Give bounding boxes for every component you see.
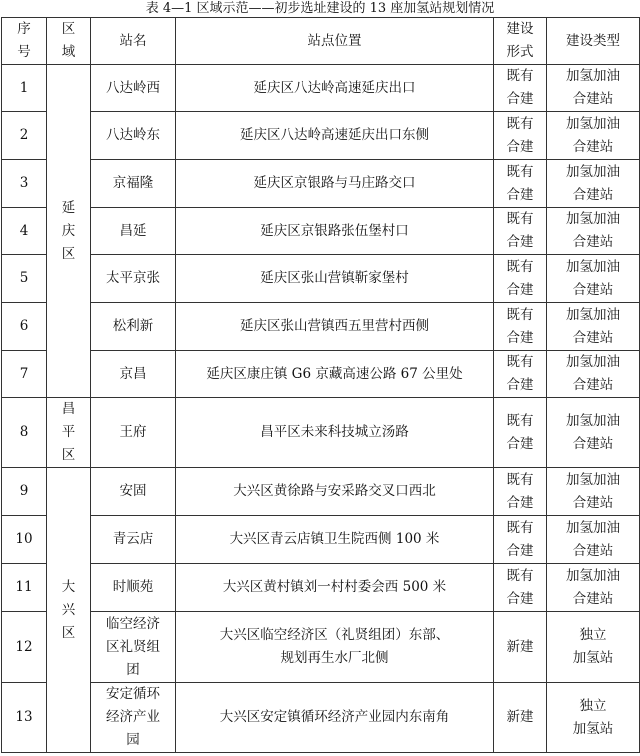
cell-line: 延庆区京银路张伍堡村口: [260, 222, 409, 239]
cell-station-name: [91, 160, 176, 208]
cell-build-type: [547, 683, 640, 753]
cell-build-type: [547, 160, 640, 208]
cell-build-type: [547, 564, 640, 612]
cell-region-changping: [47, 398, 91, 468]
cell-line: 安固: [119, 483, 147, 499]
cell-station-name: [91, 112, 176, 160]
cell-seq: 5: [2, 255, 47, 303]
cell-line: 合建站: [572, 435, 614, 452]
cell-line: 合建: [506, 329, 534, 346]
cell-line: 合建站: [572, 91, 614, 107]
table-row: [2, 564, 640, 612]
cell-station-name: [91, 468, 176, 516]
cell-line: 昌延: [119, 222, 147, 239]
cell-location: [176, 255, 494, 303]
cell-line: 安定循环: [106, 686, 160, 702]
cell-line: 加氢加油: [566, 567, 620, 584]
cell-line: 既有: [506, 306, 534, 323]
cell-build-form: [494, 351, 547, 398]
table-caption: 表 4—1 区域示范——初步选址建设的 13 座加氢站规划情况: [145, 1, 495, 16]
cell-seq: 1: [2, 65, 47, 112]
cell-build-form: [494, 564, 547, 612]
cell-build-form: [494, 683, 547, 753]
cell-line: 加氢站: [572, 650, 614, 666]
cell-station-name: [91, 398, 176, 468]
cell-line: 八达岭东: [106, 127, 160, 143]
cell-build-type: [547, 612, 640, 683]
table-row: [2, 468, 640, 516]
table-row: [2, 398, 640, 468]
cell-line: 合建站: [572, 186, 614, 203]
cell-region-daxing: [47, 468, 91, 753]
cell-build-type: [547, 468, 640, 516]
cell-build-type: [547, 303, 640, 351]
cell-line: 既有: [506, 567, 534, 584]
cell-line: 加氢加油: [566, 519, 620, 536]
cell-station-name: [91, 255, 176, 303]
cell-line: 京昌: [119, 365, 147, 382]
cell-line: 延庆区张山营镇西五里营村西侧: [240, 318, 429, 334]
cell-seq: 12: [2, 612, 47, 683]
cell-line: 时顺苑: [112, 579, 154, 595]
cell-line: 太平京张: [106, 270, 160, 286]
cell-line: 加氢加油: [566, 258, 620, 275]
cell-build-form: [494, 208, 547, 255]
region-char: 区: [61, 245, 76, 262]
cell-line: 合建站: [572, 542, 614, 559]
cell-line: 既有: [506, 163, 534, 180]
cell-line: 合建: [506, 542, 534, 559]
cell-line: 松利新: [112, 318, 154, 334]
cell-station-name: [91, 612, 176, 683]
cell-line: 昌平区未来科技城立汤路: [260, 424, 409, 440]
cell-line: 合建: [506, 590, 534, 607]
cell-station-name: [91, 65, 176, 112]
cell-line: 王府: [119, 424, 147, 440]
region-char: 昌: [61, 401, 76, 417]
cell-line: 合建: [506, 186, 534, 203]
cell-line: 延庆区张山营镇靳家堡村: [260, 270, 409, 286]
cell-location: [176, 683, 494, 753]
table-row: [2, 112, 640, 160]
cell-build-form: [494, 303, 547, 351]
cell-line: 新建: [506, 638, 534, 655]
cell-seq: 4: [2, 208, 47, 255]
cell-location: [176, 516, 494, 564]
cell-line: 团: [126, 661, 140, 678]
cell-location: [176, 303, 494, 351]
cell-build-form: [494, 468, 547, 516]
table-row: [2, 160, 640, 208]
cell-location: [176, 112, 494, 160]
cell-line: 加氢加油: [566, 412, 620, 429]
cell-line: 合建站: [572, 281, 614, 298]
cell-line: 合建站: [572, 590, 614, 607]
cell-line: 合建站: [572, 138, 614, 155]
cell-line: 加氢加油: [566, 471, 620, 488]
cell-line: 区礼贤组: [106, 638, 160, 655]
cell-location: [176, 160, 494, 208]
cell-region-yanqing: [47, 65, 91, 398]
cell-line: 新建: [506, 709, 534, 725]
region-char: 兴: [61, 601, 76, 618]
cell-build-type: [547, 516, 640, 564]
cell-build-form: [494, 516, 547, 564]
cell-station-name: [91, 683, 176, 753]
cell-line: 大兴区临空经济区（礼贤组团）东部、: [219, 627, 450, 643]
cell-line: 延庆区八达岭高速延庆出口: [253, 79, 416, 96]
cell-line: 合建站: [572, 234, 614, 250]
cell-line: 大兴区黄徐路与安采路交叉口西北: [233, 483, 436, 499]
cell-build-form: [494, 160, 547, 208]
region-char: 延: [61, 199, 76, 216]
cell-line: 加氢加油: [566, 68, 620, 84]
header-region: 区 域: [47, 18, 91, 65]
cell-location: [176, 564, 494, 612]
cell-station-name: [91, 564, 176, 612]
cell-line: 合建: [506, 138, 534, 155]
cell-line: 经济产业: [106, 709, 160, 725]
cell-seq: 10: [2, 516, 47, 564]
cell-line: 合建: [506, 494, 534, 511]
cell-seq: 3: [2, 160, 47, 208]
cell-line: 既有: [506, 354, 534, 370]
cell-build-type: [547, 112, 640, 160]
cell-build-type: [547, 398, 640, 468]
cell-build-type: [547, 208, 640, 255]
region-char: 大: [61, 578, 76, 595]
cell-build-form: [494, 255, 547, 303]
cell-seq: 11: [2, 564, 47, 612]
cell-seq: 8: [2, 398, 47, 468]
header-name: 站名: [91, 18, 176, 65]
cell-line: 合建: [506, 234, 534, 250]
cell-seq: 9: [2, 468, 47, 516]
cell-line: 合建: [506, 91, 534, 107]
header-location: 站点位置: [176, 18, 494, 65]
cell-line: 大兴区青云店镇卫生院西侧 100 米: [229, 531, 440, 547]
table-body: [2, 18, 640, 753]
cell-line: 独立: [579, 627, 607, 643]
cell-build-form: [494, 398, 547, 468]
cell-line: 合建站: [572, 377, 614, 393]
cell-line: 临空经济: [106, 615, 160, 632]
cell-line: 合建: [506, 435, 534, 452]
table-row: [2, 255, 640, 303]
cell-line: 合建: [506, 281, 534, 298]
cell-line: 加氢加油: [566, 354, 620, 370]
header-seq: 序 号: [2, 18, 47, 65]
header-build-form: 建设 形式: [494, 18, 547, 65]
cell-build-type: [547, 65, 640, 112]
cell-build-form: [494, 112, 547, 160]
cell-line: 八达岭西: [106, 79, 160, 96]
cell-seq: 2: [2, 112, 47, 160]
cell-line: 大兴区黄村镇刘一村村委会西 500 米: [222, 579, 447, 595]
header-build-type: 建设类型: [547, 18, 640, 65]
cell-seq: 13: [2, 683, 47, 753]
cell-line: 加氢加油: [566, 211, 620, 227]
table-row: [2, 612, 640, 683]
table-row: [2, 65, 640, 112]
cell-location: [176, 351, 494, 398]
cell-line: 加氢站: [572, 720, 614, 737]
cell-build-form: [494, 65, 547, 112]
cell-location: [176, 208, 494, 255]
cell-line: 合建: [506, 377, 534, 393]
cell-build-form: [494, 612, 547, 683]
cell-line: 既有: [506, 519, 534, 536]
table-row: [2, 303, 640, 351]
table-row: [2, 208, 640, 255]
cell-seq: 6: [2, 303, 47, 351]
cell-line: 独立: [579, 697, 607, 714]
cell-line: 加氢加油: [566, 163, 620, 180]
cell-seq: 7: [2, 351, 47, 398]
hydrogen-station-table: [1, 17, 640, 753]
cell-line: 大兴区安定镇循环经济产业园内东南角: [219, 709, 450, 725]
cell-line: 京福隆: [112, 175, 154, 191]
region-char: 区: [61, 447, 76, 463]
cell-build-type: [547, 351, 640, 398]
cell-station-name: [91, 303, 176, 351]
header-row: [2, 18, 640, 65]
table-row: [2, 351, 640, 398]
cell-line: 青云店: [112, 531, 154, 547]
cell-line: 既有: [506, 471, 534, 488]
region-char: 庆: [61, 222, 76, 239]
cell-station-name: [91, 208, 176, 255]
cell-station-name: [91, 516, 176, 564]
cell-line: 既有: [506, 258, 534, 275]
table-row: [2, 683, 640, 753]
cell-line: 合建站: [572, 329, 614, 346]
cell-line: 加氢加油: [566, 115, 620, 132]
cell-line: 园: [126, 732, 140, 748]
cell-build-type: [547, 255, 640, 303]
cell-line: 既有: [506, 115, 534, 132]
cell-line: 延庆区京银路与马庄路交口: [253, 175, 416, 191]
cell-line: 延庆区八达岭高速延庆出口东侧: [240, 127, 429, 143]
cell-station-name: [91, 351, 176, 398]
cell-line: 既有: [506, 412, 534, 429]
cell-line: 延庆区康庄镇 G6 京藏高速公路 67 公里处: [206, 365, 463, 382]
cell-line: 规划再生水厂北侧: [280, 650, 389, 666]
cell-location: [176, 468, 494, 516]
table-row: [2, 516, 640, 564]
region-char: 区: [61, 624, 76, 641]
region-char: 平: [61, 424, 76, 440]
cell-location: [176, 65, 494, 112]
cell-line: 加氢加油: [566, 306, 620, 323]
cell-line: 既有: [506, 68, 534, 84]
cell-location: [176, 612, 494, 683]
cell-line: 合建站: [572, 494, 614, 511]
cell-line: 既有: [506, 211, 534, 227]
cell-location: [176, 398, 494, 468]
